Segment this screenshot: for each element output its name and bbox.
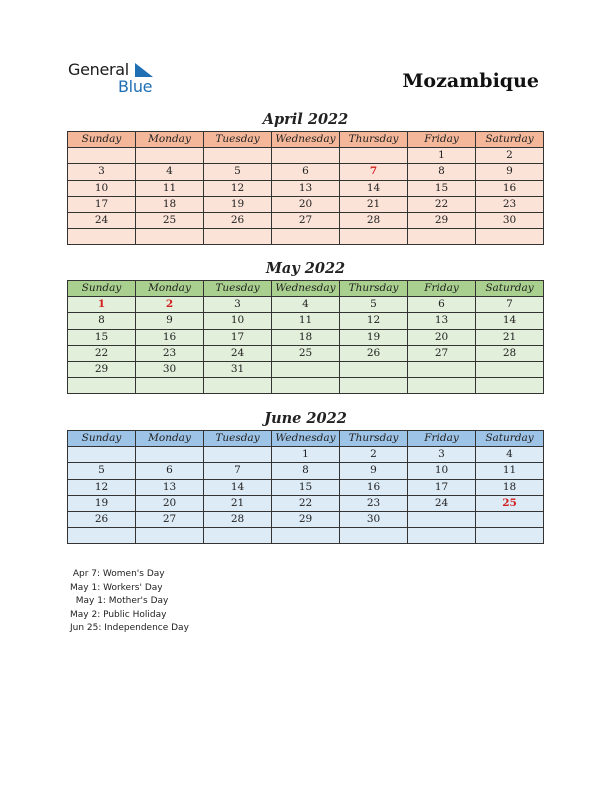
day-cell: 8 [272,463,340,479]
day-cell: 25 [136,212,204,228]
empty-day-cell [68,229,136,245]
weekday-header: Wednesday [272,132,340,148]
day-cell: 1 [68,297,136,313]
day-cell: 3 [68,164,136,180]
day-cell: 1 [272,447,340,463]
month-calendar-apr [67,110,544,245]
day-cell: 16 [476,180,544,196]
empty-day-cell [476,511,544,527]
day-cell: 30 [340,511,408,527]
day-cell: 13 [136,479,204,495]
day-cell: 12 [68,479,136,495]
day-cell: 9 [136,313,204,329]
day-cell: 25 [476,495,544,511]
day-cell: 12 [340,313,408,329]
day-cell: 26 [68,511,136,527]
week-row [68,148,544,164]
holiday-note: May 2: Public Holiday [70,609,167,620]
day-cell: 2 [136,297,204,313]
weekday-header: Monday [136,281,204,297]
weekday-header: Monday [136,431,204,447]
day-cell: 29 [68,361,136,377]
day-cell: 15 [68,329,136,345]
day-cell: 20 [408,329,476,345]
empty-day-cell [340,361,408,377]
day-cell: 2 [476,148,544,164]
day-cell: 21 [340,196,408,212]
day-cell: 28 [204,511,272,527]
holiday-note: Jun 25: Independence Day [70,623,189,633]
day-cell: 27 [136,511,204,527]
empty-day-cell [68,528,136,544]
weekday-header: Tuesday [204,132,272,148]
weekday-header: Wednesday [272,281,340,297]
day-cell: 9 [476,164,544,180]
day-cell: 1 [408,148,476,164]
day-cell: 18 [272,329,340,345]
week-row [68,495,544,511]
empty-day-cell [340,148,408,164]
empty-day-cell [136,148,204,164]
day-cell: 11 [272,313,340,329]
day-cell: 5 [68,463,136,479]
day-cell: 31 [204,361,272,377]
month-title: April 2022 [262,111,349,128]
week-row [68,463,544,479]
week-row [68,180,544,196]
empty-day-cell [408,229,476,245]
day-cell: 30 [476,212,544,228]
day-cell: 30 [136,361,204,377]
weekday-header-row [68,132,544,148]
day-cell: 29 [272,511,340,527]
week-row [68,479,544,495]
empty-day-cell [272,528,340,544]
day-cell: 28 [340,212,408,228]
empty-day-cell [476,229,544,245]
weekday-header: Sunday [68,132,136,148]
weekday-header: Tuesday [204,281,272,297]
day-cell: 23 [136,345,204,361]
week-row [68,212,544,228]
week-row [68,511,544,527]
day-cell: 18 [476,479,544,495]
holiday-note: May 1: Mother's Day [70,596,169,606]
week-row [68,196,544,212]
month-title: May 2022 [265,260,346,277]
empty-day-cell [136,378,204,394]
week-row [68,229,544,245]
day-cell: 19 [68,495,136,511]
day-cell: 4 [476,447,544,463]
day-cell: 4 [136,164,204,180]
day-cell: 27 [272,212,340,228]
week-row [68,345,544,361]
day-cell: 14 [204,479,272,495]
holiday-note: Apr 7: Women's Day [70,569,165,579]
day-cell: 15 [408,180,476,196]
month-calendar-may [67,259,544,394]
day-cell: 7 [476,297,544,313]
empty-day-cell [340,229,408,245]
day-cell: 21 [476,329,544,345]
empty-day-cell [68,378,136,394]
logo-flag-icon [135,63,153,77]
empty-day-cell [204,148,272,164]
calendar-grid [67,131,544,245]
week-row [68,378,544,394]
day-cell: 2 [340,447,408,463]
weekday-header: Tuesday [204,431,272,447]
holiday-note: May 1: Workers' Day [70,582,163,593]
weekday-header: Thursday [340,281,408,297]
day-cell: 6 [272,164,340,180]
day-cell: 27 [408,345,476,361]
day-cell: 17 [204,329,272,345]
day-cell: 19 [340,329,408,345]
day-cell: 5 [340,297,408,313]
weekday-header: Sunday [68,281,136,297]
empty-day-cell [408,511,476,527]
day-cell: 29 [408,212,476,228]
day-cell: 18 [136,196,204,212]
week-row [68,528,544,544]
brand-logo [68,60,168,100]
day-cell: 6 [408,297,476,313]
day-cell: 10 [68,180,136,196]
weekday-header: Friday [408,431,476,447]
day-cell: 22 [272,495,340,511]
empty-day-cell [272,378,340,394]
weekday-header: Saturday [476,132,544,148]
empty-day-cell [408,361,476,377]
empty-day-cell [136,528,204,544]
empty-day-cell [476,378,544,394]
day-cell: 11 [476,463,544,479]
day-cell: 10 [204,313,272,329]
day-cell: 3 [204,297,272,313]
weekday-header: Thursday [340,431,408,447]
day-cell: 17 [408,479,476,495]
empty-day-cell [340,378,408,394]
day-cell: 24 [68,212,136,228]
day-cell: 12 [204,180,272,196]
day-cell: 24 [204,345,272,361]
empty-day-cell [272,361,340,377]
week-row [68,313,544,329]
day-cell: 20 [136,495,204,511]
weekday-header: Saturday [476,281,544,297]
day-cell: 9 [340,463,408,479]
day-cell: 14 [476,313,544,329]
day-cell: 23 [476,196,544,212]
empty-day-cell [204,229,272,245]
empty-day-cell [408,378,476,394]
day-cell: 28 [476,345,544,361]
day-cell: 11 [136,180,204,196]
day-cell: 8 [68,313,136,329]
empty-day-cell [476,361,544,377]
weekday-header: Saturday [476,431,544,447]
weekday-header: Wednesday [272,431,340,447]
day-cell: 19 [204,196,272,212]
brand-line2: Blue [118,77,153,96]
week-row [68,164,544,180]
empty-day-cell [476,528,544,544]
week-row [68,447,544,463]
holiday-notes [70,568,189,636]
empty-day-cell [408,528,476,544]
empty-day-cell [68,447,136,463]
empty-day-cell [68,148,136,164]
day-cell: 13 [272,180,340,196]
day-cell: 8 [408,164,476,180]
week-row [68,361,544,377]
day-cell: 16 [136,329,204,345]
weekday-header: Friday [408,281,476,297]
day-cell: 7 [340,164,408,180]
day-cell: 5 [204,164,272,180]
day-cell: 14 [340,180,408,196]
day-cell: 20 [272,196,340,212]
day-cell: 6 [136,463,204,479]
week-row [68,329,544,345]
weekday-header-row [68,281,544,297]
day-cell: 23 [340,495,408,511]
empty-day-cell [204,378,272,394]
weekday-header: Monday [136,132,204,148]
day-cell: 21 [204,495,272,511]
day-cell: 15 [272,479,340,495]
weekday-header-row [68,431,544,447]
weekday-header: Thursday [340,132,408,148]
country-title: Mozambique [402,70,539,92]
day-cell: 4 [272,297,340,313]
brand-line1: General [68,60,129,79]
empty-day-cell [136,229,204,245]
day-cell: 7 [204,463,272,479]
empty-day-cell [340,528,408,544]
empty-day-cell [204,528,272,544]
day-cell: 25 [272,345,340,361]
day-cell: 17 [68,196,136,212]
day-cell: 16 [340,479,408,495]
calendar-grid [67,430,544,544]
day-cell: 26 [340,345,408,361]
calendar-grid [67,280,544,394]
empty-day-cell [272,148,340,164]
day-cell: 24 [408,495,476,511]
day-cell: 10 [408,463,476,479]
empty-day-cell [272,229,340,245]
day-cell: 13 [408,313,476,329]
empty-day-cell [136,447,204,463]
weekday-header: Friday [408,132,476,148]
week-row [68,297,544,313]
day-cell: 26 [204,212,272,228]
weekday-header: Sunday [68,431,136,447]
month-calendar-jun [67,409,544,544]
empty-day-cell [204,447,272,463]
day-cell: 22 [68,345,136,361]
day-cell: 22 [408,196,476,212]
day-cell: 3 [408,447,476,463]
month-title: June 2022 [264,410,347,427]
